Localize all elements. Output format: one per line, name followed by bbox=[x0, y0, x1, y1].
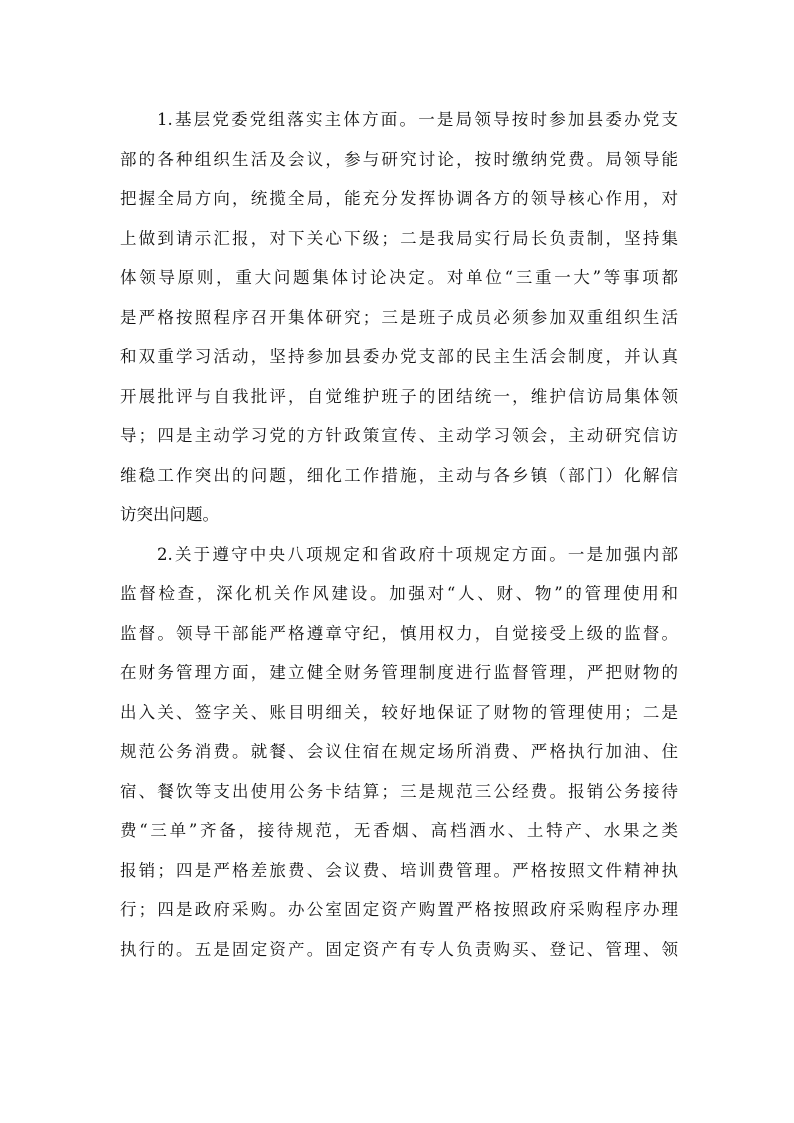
text-line: 执行的。五是固定资产。固定资产有专人负责购买、登记、管理、领 bbox=[120, 939, 678, 959]
text-line: 体领导原则，重大问题集体讨论决定。对单位“三重一大”等事项都 bbox=[120, 268, 678, 287]
text-line: 监督检查，深化机关作风建设。加强对“人、财、物”的管理使用和 bbox=[120, 584, 678, 603]
text-line: 是严格按照程序召开集体研究；三是班子成员必须参加双重组织生活 bbox=[120, 307, 678, 327]
text-line: 2.关于遵守中央八项规定和省政府十项规定方面。一是加强内部 bbox=[157, 544, 678, 564]
text-line: 费“三单”齐备，接待规范，无香烟、高档酒水、土特产、水果之类 bbox=[120, 821, 678, 840]
text-line: 在财务管理方面，建立健全财务管理制度进行监督管理，严把财物的 bbox=[120, 663, 678, 682]
text-line: 上做到请示汇报，对下关心下级；二是我局实行局长负责制，坚持集 bbox=[120, 228, 678, 248]
text-line: 访突出问题。 bbox=[120, 505, 219, 524]
text-line: 监督。领导干部能严格遵章守纪，慎用权力，自觉接受上级的监督。 bbox=[120, 623, 678, 643]
paragraph-eight-regulations bbox=[120, 535, 678, 970]
text-line: 和双重学习活动，坚持参加县委办党支部的民主生活会制度，并认真 bbox=[120, 347, 678, 366]
text-line: 开展批评与自我批评，自觉维护班子的团结统一，维护信访局集体领 bbox=[120, 386, 678, 406]
text-line: 报销；四是严格差旅费、会议费、培训费管理。严格按照文件精神执 bbox=[120, 860, 678, 880]
text-line: 导；四是主动学习党的方针政策宣传、主动学习领会，主动研究信访 bbox=[120, 426, 678, 445]
text-line: 出入关、签字关、账目明细关，较好地保证了财物的管理使用；二是 bbox=[120, 702, 678, 722]
text-line: 行；四是政府采购。办公室固定资产购置严格按照政府采购程序办理 bbox=[120, 900, 678, 919]
document-body bbox=[120, 100, 678, 969]
text-line: 把握全局方向，统揽全局，能充分发挥协调各方的领导核心作用，对 bbox=[120, 189, 678, 208]
text-line: 部的各种组织生活及会议，参与研究讨论，按时缴纳党费。局领导能 bbox=[120, 149, 678, 169]
text-line: 规范公务消费。就餐、会议住宿在规定场所消费、严格执行加油、住 bbox=[120, 742, 678, 761]
text-line: 维稳工作突出的问题，细化工作措施，主动与各乡镇（部门）化解信 bbox=[120, 465, 678, 485]
text-line: 1.基层党委党组落实主体方面。一是局领导按时参加县委办党支 bbox=[157, 110, 678, 129]
text-line: 宿、餐饮等支出使用公务卡结算；三是规范三公经费。报销公务接待 bbox=[120, 781, 678, 801]
paragraph-party-committee bbox=[120, 100, 678, 535]
